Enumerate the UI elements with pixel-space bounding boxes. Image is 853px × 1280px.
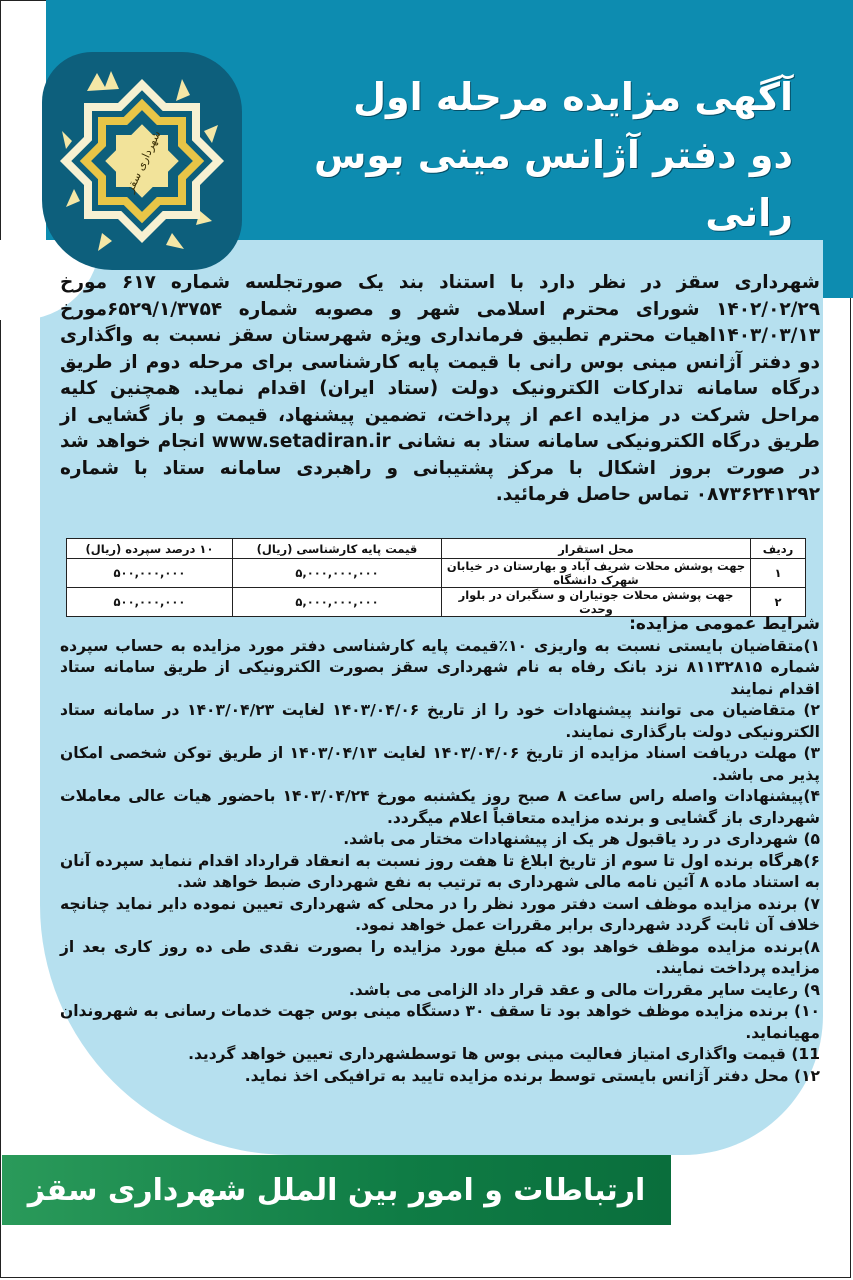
eight-point-star-emblem-icon: [57, 66, 227, 256]
footer-department-name: ارتباطات و امور بین الملل شهرداری سقز: [27, 1172, 646, 1208]
row-number: ۲: [751, 588, 806, 617]
header-band-extension: [823, 230, 853, 298]
announcement-title: [273, 68, 793, 242]
term-item: ۱۲) محل دفتر آژانس بایستی توسط برنده مزایده تایید به ترافیکی اخذ نماید.: [244, 1066, 820, 1085]
terms-heading: شرایط عمومی مزایده:: [629, 614, 820, 634]
term-item: ۱۰) برنده مزایده موظف خواهد بود تا سقف ۳۰ دستگاه مینی بوس جهت خدمات رسانی به شهروندان مهیانماید.: [60, 1002, 820, 1042]
location-cell: جهت پوشش محلات شریف آباد و بهارستان در خیابان شهرک دانشگاه: [442, 559, 751, 588]
column-header-location: محل استقرار: [442, 539, 751, 559]
term-item: ۶)هرگاه برنده اول تا سوم از تاریخ ابلاغ تا هفت روز نسبت به انعقاد قرارداد اقدام ننماید سپرده آنان به استناد ماده ۸ آئین نامه مالی شهرداری به ترتیب به نفع شهرداری ضبط خواهد شد.: [60, 851, 820, 891]
title-line-2: دو دفتر آژانس مینی بوس رانی: [313, 133, 793, 235]
intro-text-part-1: شهرداری سقز در نظر دارد با استناد بند یک صورتجلسه شماره ۶۱۷ مورخ ۱۴۰۲/۰۲/۲۹ شورای محترم اسلامی شهر و مصوبه شماره ۶۵۲۹/۱/۳۷۵۴مورخ ۱۴۰۳/۰۳/۱۳اهیات محترم تطبیق فرمانداری ویژه شهرستان سقز نسبت به واگذاری دو دفتر آژانس مینی بوس رانی با قیمت پایه کارشناسی برای مرحله دوم از طریق درگاه سامانه تدارکات الکترونیک دولت (ستاد ایران) اقدام نماید. همچنین کلیه مراحل شرکت در مزایده اعم از پرداخت، تضمین پیشنهاد، قیمت و باز گشایی از طریق درگاه الکترونیکی سامانه ستاد به نشانی: [60, 272, 820, 452]
term-item: ۵) شهرداری در رد یاقبول هر یک از پیشنهادات مختار می باشد.: [343, 830, 820, 848]
column-header-row-number: ردیف: [751, 539, 806, 559]
table-row: [67, 559, 806, 588]
base-price-cell: ۵,۰۰۰,۰۰۰,۰۰۰: [233, 588, 442, 617]
term-item: ۸)برنده مزایده موظف خواهد بود که مبلغ مورد مزایده را بصورت نقدی طی ده روز کاری بعد از مزایده پرداخت نمایند.: [60, 937, 820, 977]
general-terms: [60, 614, 820, 1087]
auction-lots-table: [66, 538, 806, 617]
row-number: ۱: [751, 559, 806, 588]
term-item: ۳) مهلت دریافت اسناد مزایده از تاریخ ۱۴۰۳/۰۴/۰۶ لغایت ۱۴۰۳/۰۴/۱۳ از طریق توکن شخصی امکان پذیر می باشد.: [60, 744, 820, 784]
term-item: ۹) رعایت سایر مقررات مالی و عقد قرار داد الزامی می باشد.: [348, 980, 820, 999]
location-cell: جهت پوشش محلات جوتیاران و سنگبران در بلوار وحدت: [442, 588, 751, 617]
base-price-cell: ۵,۰۰۰,۰۰۰,۰۰۰: [233, 559, 442, 588]
term-item: ۷) برنده مزایده موظف است دفتر مورد نظر را در محلی که شهرداری تعیین نموده دایر نماید چنانچه خلاف آن ثابت گردد شهرداری برابر مقررات عمل خواهد نمود.: [60, 894, 820, 934]
table-header-row: [67, 539, 806, 559]
term-item: ۲) متقاضیان می توانند پیشنهادات خود را از تاریخ ۱۴۰۳/۰۴/۰۶ لغایت ۱۴۰۳/۰۴/۲۳ در سامانه ستاد الکترونیکی دولت بارگذاری نمایند.: [60, 701, 820, 741]
intro-paragraph: [60, 270, 820, 509]
term-item: ۱)متقاضیان بایستی نسبت به واریزی ۱۰٪قیمت پایه کارشناسی دفتر مورد مزایده به حساب سپرده شماره ۸۱۱۳۲۸۱۵ نزد بانک رفاه به نام شهرداری سقز بصورت الکترونیکی از طریق سامانه ستاد اقدام نمایند: [60, 636, 821, 698]
title-line-1: آگهی مزایده مرحله اول: [353, 75, 793, 119]
column-header-deposit: ۱۰ درصد سپرده (ریال): [67, 539, 233, 559]
intro-text-part-2: انجام خواهد شد در صورت بروز اشکال با مرکز پشتیبانی و راهبردی سامانه ستاد با شماره ۰۸۷۳۶۲۴۱۲۹۲ تماس حاصل فرمائید.: [60, 431, 820, 505]
footer-banner: [2, 1155, 671, 1225]
term-item: 11) قیمت واگذاری امتیاز فعالیت مینی بوس ها توسطشهرداری تعیین خواهد گردید.: [188, 1045, 820, 1063]
setadiran-link[interactable]: www.setadiran.ir: [211, 431, 391, 452]
column-header-base-price: قیمت پایه کارشناسی (ریال): [233, 539, 442, 559]
municipality-logo: [42, 52, 242, 270]
table-row: [67, 588, 806, 617]
term-item: ۴)پیشنهادات واصله راس ساعت ۸ صبح روز یکشنبه مورخ ۱۴۰۳/۰۴/۲۴ باحضور هیات عالی معاملات شهرداری باز گشایی و برنده مزایده متعاقباً اعلام میگردد.: [60, 787, 820, 827]
deposit-cell: ۵۰۰,۰۰۰,۰۰۰: [67, 559, 233, 588]
logo-calligraphy: شهرداری سقز: [123, 128, 164, 195]
deposit-cell: ۵۰۰,۰۰۰,۰۰۰: [67, 588, 233, 617]
